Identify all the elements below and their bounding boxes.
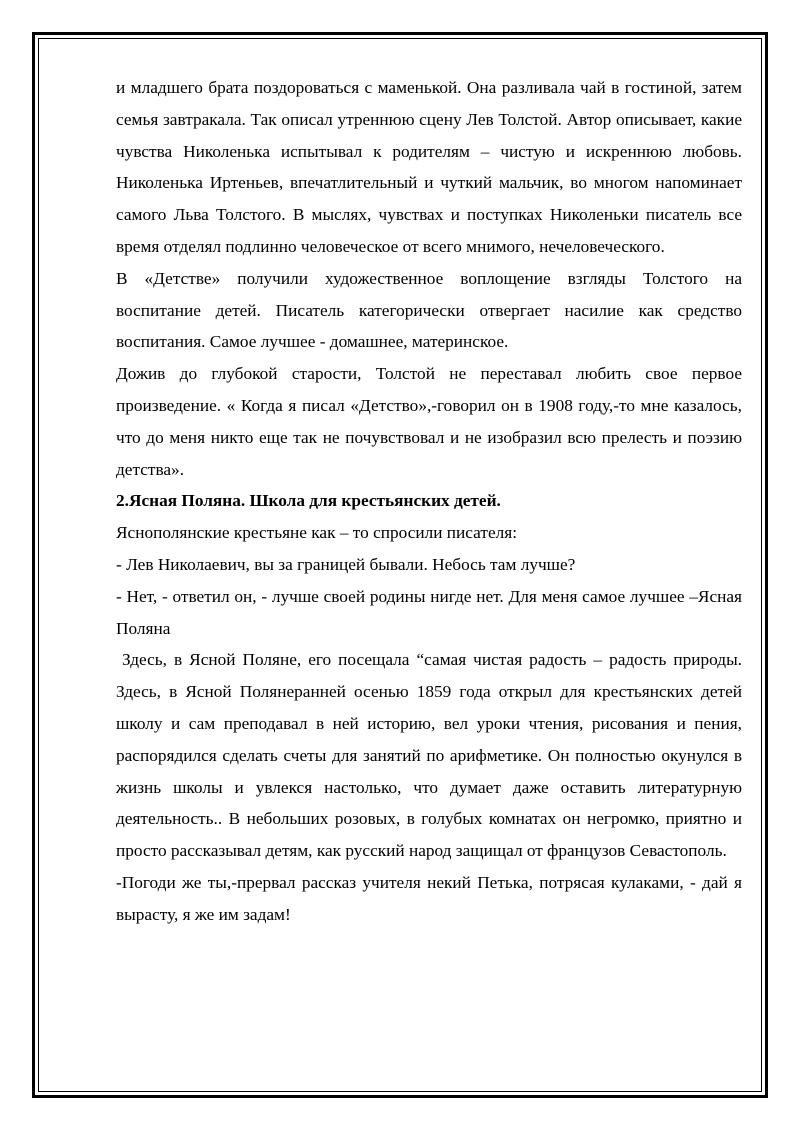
dialogue-line-answer: - Нет, - ответил он, - лучше своей родины нигде нет. Для меня самое лучшее –Ясная Поляна (116, 586, 742, 638)
paragraph-nikolenka: и младшего брата поздороваться с маменькой. Она разливала чай в гостиной, затем семья завтракала. Так описал утреннюю сцену Лев Толстой. Автор описывает, какие чувства Николенька испытывал к родителям – чистую и искреннюю любовь. Николенька Иртеньев, впечатлительный и чуткий мальчик, во многом напоминает самого Льва Толстого. В мыслях, чувствах и поступках Николеньки писатель все время отделял подлинно человеческое от всего мнимого, нечеловеческого. (116, 78, 742, 256)
paragraph-peasants-asked: Яснополянские крестьяне как – то спросили писателя: (116, 523, 518, 543)
dialogue-line-question: - Лев Николаевич, вы за границей бывали. Небось там лучше? (116, 554, 576, 574)
paragraph-petka: -Погоди же ты,-прервал рассказ учителя некий Петька, потрясая кулаками, - дай я вырасту, я же им задам! (116, 872, 742, 924)
paragraph-school: Здесь, в Ясной Поляне, его посещала “самая чистая радость – радость природы. Здесь, в Ясной Полянеранней осенью 1859 года открыл для крестьянских детей школу и сам преподавал в ней историю, вел уроки чтения, рисования и пения, распорядился сделать счеты для занятий по арифметике. Он полностью окунулся в жизнь школы и увлекся настолько, что думает даже оставить литературную деятельность.. В небольших розовых, в голубых комнатах он негромко, приятно и просто рассказывал детям, как русский народ защищал от французов Севастополь. (116, 650, 742, 861)
paragraph-detstvo-views: В «Детстве» получили художественное воплощение взгляды Толстого на воспитание детей. Писатель категорически отвергает насилие как средство воспитания. Самое лучшее - домашнее, материнское. (116, 268, 742, 352)
section-heading: 2.Ясная Поляна. Школа для крестьянских детей. (116, 491, 501, 511)
paragraph-tolstoy-quote: Дожив до глубокой старости, Толстой не переставал любить свое первое произведение. « Когда я писал «Детство»,-говорил он в 1908 году,-то мне казалось, что до меня никто еще так не почувствовал и не изобразил всю прелесть и поэзию детства». (116, 364, 742, 479)
document-body (116, 72, 742, 931)
